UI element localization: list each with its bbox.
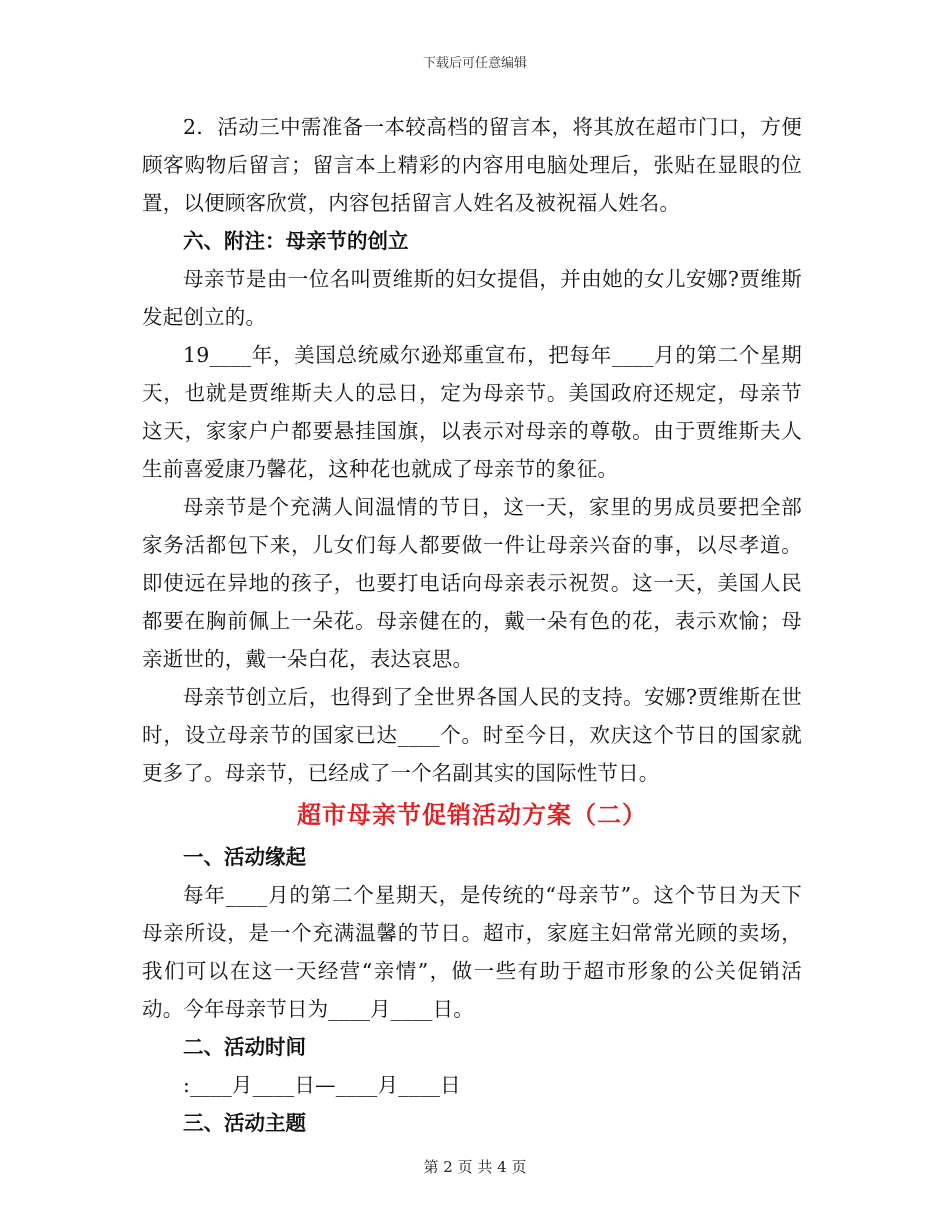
paragraph-guestbook: 2．活动三中需准备一本较高档的留言本，将其放在超市门口，方便顾客购物后留言；留言本上精彩的内容用电脑处理后，张贴在显眼的位置，以便顾客欣赏，内容包括留言人姓名及被祝福人姓名。 bbox=[142, 115, 802, 215]
heading-time: 二、活动时间 bbox=[183, 1035, 306, 1059]
paragraph-customs: 母亲节是个充满人间温情的节日，这一天，家里的男成员要把全部家务活都包下来，儿女们每人都要做一件让母亲兴奋的事，以尽孝道。即使远在异地的孩子，也要打电话向母亲表示祝贺。这一天，美国人民都要在胸前佩上一朵花。母亲健在的，戴一朵有色的花，表示欢愉；母亲逝世的，戴一朵白花，表达哀思。 bbox=[142, 495, 802, 671]
page-header: 下载后可任意编辑 bbox=[422, 56, 527, 71]
paragraph-time: :____月____日—____月____日 bbox=[183, 1073, 461, 1097]
page-footer: 第 2 页 共 4 页 bbox=[423, 1158, 527, 1176]
paragraph-event-origin: 每年____月的第二个星期天，是传统的“母亲节”。这个节日为天下母亲所设，是一个充满温馨的节日。超市，家庭主妇常常光顾的卖场，我们可以在这一天经营“亲情”，做一些有助于超市形象的公关促销活动。今年母亲节日为____月____日。 bbox=[142, 883, 802, 1021]
paragraph-international: 母亲节创立后，也得到了全世界各国人民的支持。安娜?贾维斯在世时，设立母亲节的国家已达____个。时至今日，欢庆这个节日的国家就更多了。母亲节，已经成了一个名副其实的国际性节日。 bbox=[142, 685, 802, 785]
paragraph-proclamation: 19____年，美国总统威尔逊郑重宣布，把每年____月的第二个星期天，也就是贾维斯夫人的忌日，定为母亲节。美国政府还规定，母亲节这天，家家户户都要悬挂国旗，以表示对母亲的尊敬。由于贾维斯夫人生前喜爱康乃馨花，这种花也就成了母亲节的象征。 bbox=[142, 343, 802, 481]
heading-theme: 三、活动主题 bbox=[183, 1111, 306, 1135]
heading-origin: 一、活动缘起 bbox=[183, 845, 306, 869]
paragraph-origin: 母亲节是由一位名叫贾维斯的妇女提倡，并由她的女儿安娜?贾维斯发起创立的。 bbox=[142, 267, 802, 329]
section-title: 超市母亲节促销活动方案（二） bbox=[297, 801, 647, 829]
heading-appendix: 六、附注：母亲节的创立 bbox=[183, 229, 409, 253]
document-body bbox=[142, 108, 802, 1142]
